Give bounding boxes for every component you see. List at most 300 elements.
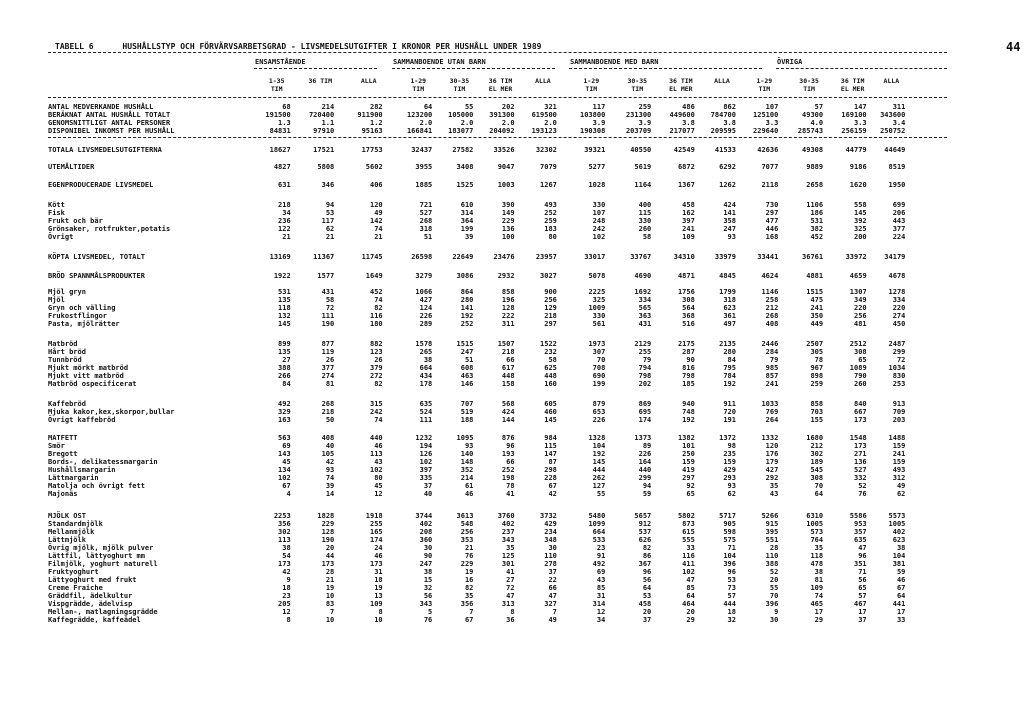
table-cell: 5808 — [317, 163, 335, 171]
table-cell: 190308 — [580, 127, 606, 135]
table-cell: 4871 — [677, 272, 695, 280]
table-cell: 256159 — [841, 127, 867, 135]
table-row — [48, 474, 948, 482]
table-cell: 179 — [765, 458, 779, 466]
table-cell: 531 — [278, 288, 291, 296]
table-cell: 984 — [544, 434, 557, 442]
table-cell: 87 — [548, 458, 557, 466]
row-label: Majonäs — [48, 490, 78, 498]
row-label: Vispgrädde, ädelvisp — [48, 600, 133, 608]
table-cell: 32437 — [411, 146, 433, 154]
table-cell: 558 — [854, 201, 867, 209]
table-cell: 192 — [592, 450, 606, 458]
table-cell: 21 — [374, 233, 383, 241]
table-cell: 57 — [727, 592, 736, 600]
row-label: Hårt bröd — [48, 348, 86, 356]
table-cell: 122 — [278, 225, 291, 233]
table-cell: 720 — [723, 408, 736, 416]
page-number: 44 — [1006, 40, 1021, 54]
table-cell: 23 — [596, 544, 606, 552]
table-row — [48, 490, 948, 498]
table-cell: 1799 — [719, 288, 736, 296]
header-rule — [48, 97, 947, 98]
table-cell: 40 — [423, 490, 433, 498]
row-label: Pasta, mjölrätter — [48, 320, 120, 328]
table-cell: 178 — [419, 380, 433, 388]
table-cell: 635 — [854, 536, 867, 544]
row-label: Övrigt kaffebröd — [48, 416, 116, 424]
table-cell: 199 — [592, 380, 606, 388]
table-cell: 368 — [682, 312, 695, 320]
table-cell: 287 — [682, 348, 695, 356]
table-cell: 20 — [686, 608, 695, 616]
table-cell: 299 — [638, 474, 652, 482]
table-cell: 79 — [769, 356, 779, 364]
table-cell: 913 — [892, 400, 906, 408]
table-cell: 3760 — [497, 512, 515, 520]
table-cell: 212 — [765, 304, 779, 312]
row-label: Creme Fraiche — [48, 584, 103, 592]
table-cell: 343 — [501, 536, 515, 544]
table-cell: 492 — [592, 560, 606, 568]
table-cell: 113 — [278, 536, 291, 544]
table-cell: 82 — [464, 584, 474, 592]
table-cell: 42 — [548, 490, 557, 498]
table-cell: 533 — [592, 536, 606, 544]
table-row — [48, 209, 948, 217]
table-cell: 314 — [592, 600, 606, 608]
table-cell: 330 — [592, 201, 606, 209]
table-cell: 168 — [765, 233, 779, 241]
table-cell: 301 — [501, 560, 515, 568]
table-cell: 191 — [723, 416, 736, 424]
table-cell: 42636 — [757, 146, 779, 154]
table-cell: 6292 — [719, 163, 736, 171]
table-cell: 915 — [765, 520, 779, 528]
table-cell: 98 — [727, 442, 736, 450]
table-cell: 19 — [374, 584, 383, 592]
table-cell: 798 — [638, 372, 652, 380]
table-cell: 2135 — [719, 340, 736, 348]
row-label: Bords-, delikatessmargarin — [48, 458, 158, 466]
table-cell: 5586 — [849, 512, 867, 520]
table-cell: 102 — [592, 233, 606, 241]
table-cell: 124 — [419, 304, 433, 312]
table-cell: 377 — [892, 225, 906, 233]
table-cell: 141 — [723, 209, 736, 217]
table-cell: 47 — [506, 592, 515, 600]
table-cell: 173 — [854, 442, 867, 450]
table-cell: 110 — [544, 552, 557, 560]
table-cell: 33767 — [630, 253, 652, 261]
table-cell: 226 — [638, 450, 652, 458]
table-row — [48, 288, 948, 296]
table-cell: 69 — [596, 568, 606, 576]
table-cell: 2129 — [634, 340, 652, 348]
table-cell: 1950 — [888, 181, 906, 189]
row-label: Grönsaker, rotfrukter,potatis — [48, 225, 171, 233]
table-cell: 67 — [896, 584, 906, 592]
table-cell: 17521 — [313, 146, 335, 154]
table-cell: 311 — [892, 103, 906, 111]
table-row — [48, 584, 948, 592]
row-label: MJÖLK OST — [48, 512, 86, 520]
table-cell: 900 — [544, 288, 557, 296]
row-label: MATFETT — [48, 434, 78, 442]
table-cell: 816 — [682, 364, 695, 372]
table-cell: 49308 — [802, 146, 824, 154]
table-cell: 1525 — [456, 181, 474, 189]
table-cell: 136 — [854, 458, 867, 466]
table-cell: 129 — [544, 304, 557, 312]
table-row — [48, 466, 948, 474]
table-cell: 186 — [810, 209, 824, 217]
table-cell: 1692 — [634, 288, 652, 296]
table-cell: 76 — [858, 490, 867, 498]
table-cell: 1278 — [888, 288, 906, 296]
table-cell: 284 — [765, 348, 779, 356]
table-cell: 308 — [810, 474, 824, 482]
table-cell: 478 — [810, 560, 824, 568]
table-cell: 96 — [858, 552, 867, 560]
table-cell: 625 — [544, 364, 557, 372]
table-cell: 90 — [423, 552, 433, 560]
table-cell: 452 — [370, 288, 383, 296]
table-cell: 3.3 — [765, 119, 779, 127]
table-cell: 1578 — [415, 340, 433, 348]
table-cell: 873 — [682, 520, 695, 528]
table-row — [48, 458, 948, 466]
row-label: Mjuka kakor,kex,skorpor,bullar — [48, 408, 175, 416]
table-cell: 307 — [592, 348, 606, 356]
table-cell: 3086 — [456, 272, 474, 280]
table-cell: 85 — [596, 584, 606, 592]
row-label: Fruktyoghurt — [48, 568, 99, 576]
table-cell: 610 — [460, 201, 474, 209]
table-cell: 128 — [321, 528, 335, 536]
table-cell: 4827 — [273, 163, 291, 171]
table-cell: 231300 — [625, 111, 652, 119]
table-cell: 11745 — [361, 253, 383, 261]
table-row — [48, 380, 948, 388]
table-cell: 155 — [810, 416, 824, 424]
table-cell: 391300 — [489, 111, 515, 119]
table-cell: 450 — [892, 320, 906, 328]
table-cell: 44649 — [884, 146, 906, 154]
table-cell: 318 — [723, 296, 736, 304]
table-cell: 93 — [727, 233, 736, 241]
table-cell: 250752 — [880, 127, 906, 135]
column-header: ALLA — [714, 77, 730, 85]
table-cell: 35 — [769, 482, 779, 490]
table-cell: 66 — [506, 356, 515, 364]
table-row — [48, 127, 948, 135]
table-cell: 17 — [858, 608, 867, 616]
table-cell: 159 — [892, 442, 906, 450]
table-cell: 176 — [765, 450, 779, 458]
table-cell: 65 — [858, 356, 867, 364]
table-cell: 80 — [548, 233, 557, 241]
table-cell: 12 — [374, 490, 383, 498]
table-cell: 116 — [370, 312, 383, 320]
table-cell: 1367 — [677, 181, 695, 189]
table-cell: 42549 — [673, 146, 695, 154]
table-cell: 1922 — [273, 272, 291, 280]
table-cell: 173 — [854, 416, 867, 424]
table-cell: 1373 — [634, 434, 652, 442]
table-cell: 173 — [321, 560, 335, 568]
table-cell: 3955 — [415, 163, 433, 171]
table-cell: 22 — [548, 576, 557, 584]
table-cell: 226 — [419, 312, 433, 320]
table-cell: 419 — [682, 466, 695, 474]
table-cell: 104 — [723, 552, 736, 560]
row-label: Smör — [48, 442, 65, 450]
table-cell: 545 — [810, 466, 824, 474]
table-cell: 260 — [854, 380, 867, 388]
table-row — [48, 434, 948, 442]
table-cell: 64 — [814, 490, 824, 498]
table-cell: 37 — [423, 482, 433, 490]
table-cell: 119 — [321, 348, 335, 356]
table-cell: 96 — [727, 568, 736, 576]
group-underline — [392, 68, 555, 69]
table-cell: 10 — [325, 592, 335, 600]
table-title: TABELL 6 HUSHÅLLSTYP OCH FÖRVÄRVSARBETSGRAD - LIVSMEDELSUTGIFTER I KRONOR PER HUSHÅLL UNDER 1989 — [55, 42, 542, 51]
row-label: Lättfil, lättyoghurt mm — [48, 552, 145, 560]
table-cell: 241 — [765, 380, 779, 388]
column-header: 36 TIM — [308, 77, 332, 85]
table-cell: 13 — [374, 592, 383, 600]
table-cell: 113 — [370, 450, 383, 458]
table-cell: 390 — [501, 201, 515, 209]
table-cell: 274 — [321, 372, 335, 380]
table-cell: 1515 — [456, 340, 474, 348]
table-cell: 49 — [896, 482, 906, 490]
table-cell: 255 — [638, 348, 652, 356]
table-cell: 76 — [464, 552, 474, 560]
table-cell: 9047 — [497, 163, 515, 171]
table-cell: 377 — [321, 364, 335, 372]
table-row — [48, 400, 948, 408]
table-cell: 78 — [506, 482, 515, 490]
table-row — [48, 560, 948, 568]
table-cell: 35 — [506, 544, 515, 552]
table-cell: 20 — [642, 608, 652, 616]
table-cell: 185 — [682, 380, 695, 388]
table-cell: 1089 — [849, 364, 867, 372]
table-cell: 259 — [544, 217, 557, 225]
table-cell: 64 — [642, 584, 652, 592]
table-cell: 1918 — [365, 512, 383, 520]
table-cell: 145 — [278, 320, 291, 328]
table-cell: 441 — [892, 600, 906, 608]
table-cell: 162 — [682, 209, 695, 217]
table-cell: 86 — [642, 552, 652, 560]
table-cell: 80 — [374, 474, 383, 482]
table-cell: 297 — [682, 474, 695, 482]
table-cell: 313 — [501, 600, 515, 608]
table-cell: 21 — [464, 544, 474, 552]
table-cell: 166841 — [406, 127, 433, 135]
table-cell: 1146 — [761, 288, 779, 296]
table-cell: 318 — [419, 225, 433, 233]
row-label: ANTAL MEDVERKANDE HUSHÅLL — [48, 103, 154, 111]
table-cell: 794 — [638, 364, 652, 372]
row-label: Mellan-, matlagningsgrädde — [48, 608, 158, 616]
table-cell: 784 — [723, 372, 736, 380]
table-cell: 35 — [814, 544, 824, 552]
table-cell: 103800 — [580, 111, 606, 119]
table-cell: 145 — [592, 458, 606, 466]
table-cell: 56 — [858, 576, 867, 584]
table-cell: 173 — [370, 560, 383, 568]
table-cell: 43 — [769, 490, 779, 498]
table-cell: 36761 — [802, 253, 824, 261]
table-cell: 3744 — [415, 512, 433, 520]
table-cell: 4678 — [888, 272, 906, 280]
table-cell: 30 — [423, 544, 433, 552]
table-cell: 55 — [464, 103, 474, 111]
table-cell: 264 — [765, 416, 779, 424]
table-cell: 452 — [810, 233, 824, 241]
table-cell: 5717 — [719, 512, 736, 520]
table-cell: 3.9 — [592, 119, 606, 127]
table-cell: 34310 — [673, 253, 695, 261]
table-cell: 85 — [686, 584, 695, 592]
table-cell: 6872 — [677, 163, 695, 171]
table-cell: 218 — [321, 408, 335, 416]
table-cell: 81 — [814, 576, 824, 584]
column-header: ALLA — [883, 77, 900, 85]
table-cell: 449600 — [669, 111, 695, 119]
table-cell: 117 — [592, 103, 606, 111]
table-cell: 402 — [501, 520, 515, 528]
table-cell: 51 — [423, 233, 433, 241]
table-cell: 350 — [810, 312, 824, 320]
table-row — [48, 225, 948, 233]
table-cell: 5480 — [588, 512, 606, 520]
table-row — [48, 408, 948, 416]
table-cell: 343600 — [880, 111, 906, 119]
table-cell: 8 — [378, 608, 383, 616]
table-row — [48, 163, 948, 171]
table-cell: 4659 — [849, 272, 867, 280]
table-cell: 882 — [370, 340, 383, 348]
table-cell: 1828 — [317, 512, 335, 520]
column-header: ALLA — [360, 77, 377, 85]
table-cell: 429 — [544, 520, 557, 528]
row-label: DISPONIBEL INKOMST PER HUSHÅLL — [48, 127, 175, 135]
table-cell: 1577 — [317, 272, 335, 280]
table-row — [48, 119, 948, 127]
table-cell: 206 — [892, 209, 906, 217]
table-cell: 298 — [544, 466, 557, 474]
table-cell: 115 — [544, 442, 557, 450]
table-cell: 169100 — [841, 111, 867, 119]
table-cell: 708 — [592, 364, 606, 372]
row-label: Övrig mjölk, mjölk pulver — [48, 544, 154, 552]
table-cell: 74 — [374, 416, 383, 424]
table-cell: 764 — [810, 536, 824, 544]
table-cell: 953 — [854, 520, 867, 528]
row-label: Bregott — [48, 450, 78, 458]
table-cell: 4881 — [806, 272, 824, 280]
table-cell: 464 — [682, 600, 695, 608]
row-label: Gryn och välling — [48, 304, 116, 312]
table-cell: 1507 — [497, 340, 515, 348]
table-cell: 28 — [769, 544, 779, 552]
table-cell: 5802 — [677, 512, 695, 520]
table-cell: 42 — [282, 568, 291, 576]
table-cell: 208 — [419, 528, 433, 536]
table-row — [48, 111, 948, 119]
table-cell: 120 — [370, 201, 383, 209]
table-cell: 308 — [854, 348, 867, 356]
table-cell: 72 — [325, 304, 335, 312]
table-row — [48, 233, 948, 241]
table-cell: 18 — [727, 608, 736, 616]
table-cell: 31 — [374, 568, 383, 576]
table-row — [48, 146, 948, 154]
table-cell: 33 — [896, 616, 906, 624]
table-cell: 204092 — [489, 127, 515, 135]
table-cell: 11367 — [313, 253, 335, 261]
table-cell: 241 — [892, 450, 906, 458]
table-cell: 5573 — [888, 512, 906, 520]
table-cell: 695 — [638, 408, 652, 416]
column-header: 30-35 TIM — [799, 77, 819, 93]
table-cell: 159 — [682, 458, 695, 466]
table-cell: 7077 — [761, 163, 779, 171]
table-cell: 3027 — [540, 272, 557, 280]
group-header-sammanboende-utan-barn: SAMMANBOENDE UTAN BARN — [393, 58, 486, 66]
table-cell: 252 — [501, 466, 515, 474]
table-cell: 96 — [642, 568, 652, 576]
table-cell: 146 — [460, 380, 474, 388]
table-cell: 458 — [638, 600, 652, 608]
table-cell: 388 — [278, 364, 291, 372]
table-cell: 96 — [506, 442, 515, 450]
row-label: EGENPRODUCERADE LIVSMEDEL — [48, 181, 154, 189]
table-cell: 400 — [638, 201, 652, 209]
table-cell: 444 — [592, 466, 606, 474]
table-cell: 2446 — [761, 340, 779, 348]
table-cell: 857 — [765, 372, 779, 380]
table-cell: 56 — [423, 592, 433, 600]
table-cell: 136 — [501, 225, 515, 233]
table-cell: 325 — [854, 225, 867, 233]
row-label: Tunnbröd — [48, 356, 82, 364]
table-cell: 1756 — [677, 288, 695, 296]
table-cell: 250 — [682, 450, 695, 458]
table-cell: 1033 — [761, 400, 779, 408]
table-cell: 27582 — [452, 146, 474, 154]
table-cell: 27 — [506, 576, 515, 584]
table-cell: 492 — [278, 400, 291, 408]
table-cell: 311 — [501, 320, 515, 328]
table-cell: 3.8 — [723, 119, 736, 127]
table-cell: 43 — [596, 576, 606, 584]
table-cell: 830 — [892, 372, 906, 380]
table-cell: 555 — [682, 536, 695, 544]
table-cell: 353 — [460, 536, 474, 544]
table-cell: 858 — [501, 288, 515, 296]
table-cell: 193 — [501, 450, 515, 458]
table-cell: 431 — [321, 288, 335, 296]
table-cell: 2512 — [849, 340, 867, 348]
table-cell: 2658 — [806, 181, 824, 189]
